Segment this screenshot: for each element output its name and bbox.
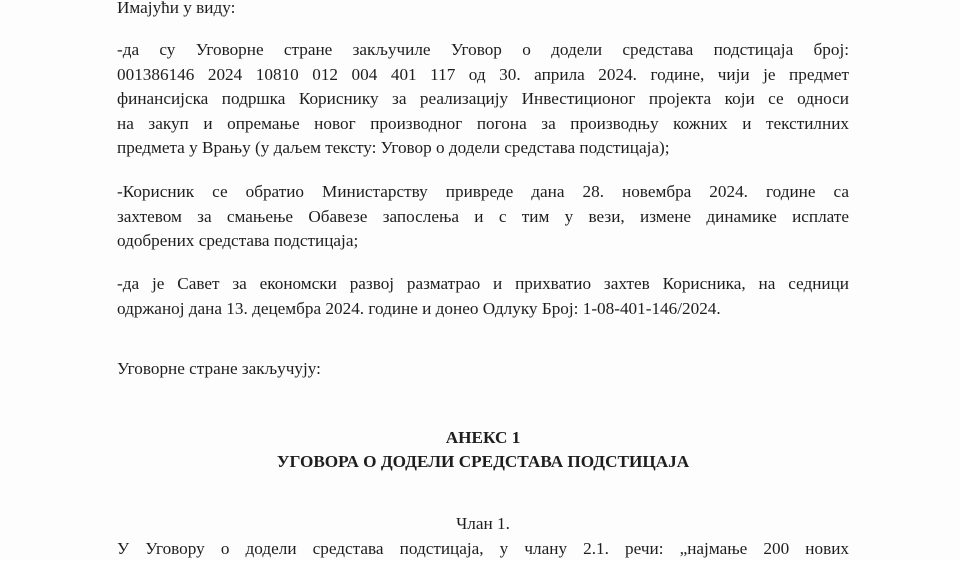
- recital-2: [117, 180, 849, 254]
- conclude-line: Уговорне стране закључују:: [117, 359, 321, 378]
- recital-3-line: одржаној дана 13. децембра 2024. године и донео Одлуку Број: 1-08-401-146/2024.: [117, 298, 721, 318]
- recital-1-line: финансијска подршка Кориснику за реализацију Инвестиционог пројекта који се односи: [117, 89, 849, 108]
- annex-subtitle: УГОВОРА О ДОДЕЛИ СРЕДСТАВА ПОДСТИЦАЈА: [276, 452, 690, 471]
- annex-title: АНЕКС 1: [445, 428, 521, 447]
- recital-1-line: предмета у Врању (у даљем тексту: Уговор о додели средстава подстицаја);: [117, 138, 670, 157]
- conclude-text: [117, 357, 849, 382]
- recital-1-line: на закуп и опремање новог производног погона за производњу кожних и текстилних: [117, 113, 849, 133]
- intro-line: Имајући у виду:: [117, 0, 236, 17]
- recital-2-line: одобрених средстава подстицаја;: [117, 231, 359, 250]
- recital-3-line: -да је Савет за економски развој разматрао и прихватио захтев Корисника, на седници: [117, 274, 849, 293]
- recital-3: [117, 272, 849, 321]
- recital-1: [117, 38, 849, 161]
- intro-text: [117, 0, 849, 21]
- recital-2-line: захтевом за смањење Обавезе запослења и с тим у вези, измене динамике исплате: [117, 206, 849, 226]
- article-text-line: У Уговору о додели средстава подстицаја, у члану 2.1. речи: „најмање 200 нових: [117, 539, 849, 558]
- article-text: [117, 537, 849, 562]
- recital-2-line: -Корисник се обратио Министарству привреде дана 28. новембра 2024. године са: [117, 182, 849, 201]
- recital-1-line: -да су Уговорне стране закључиле Уговор о додели средстава подстицаја број:: [117, 40, 849, 59]
- article-label: Члан 1.: [456, 514, 510, 533]
- recital-1-line: 001386146 2024 10810 012 004 401 117 од 30. априла 2024. године, чији је предмет: [117, 64, 849, 84]
